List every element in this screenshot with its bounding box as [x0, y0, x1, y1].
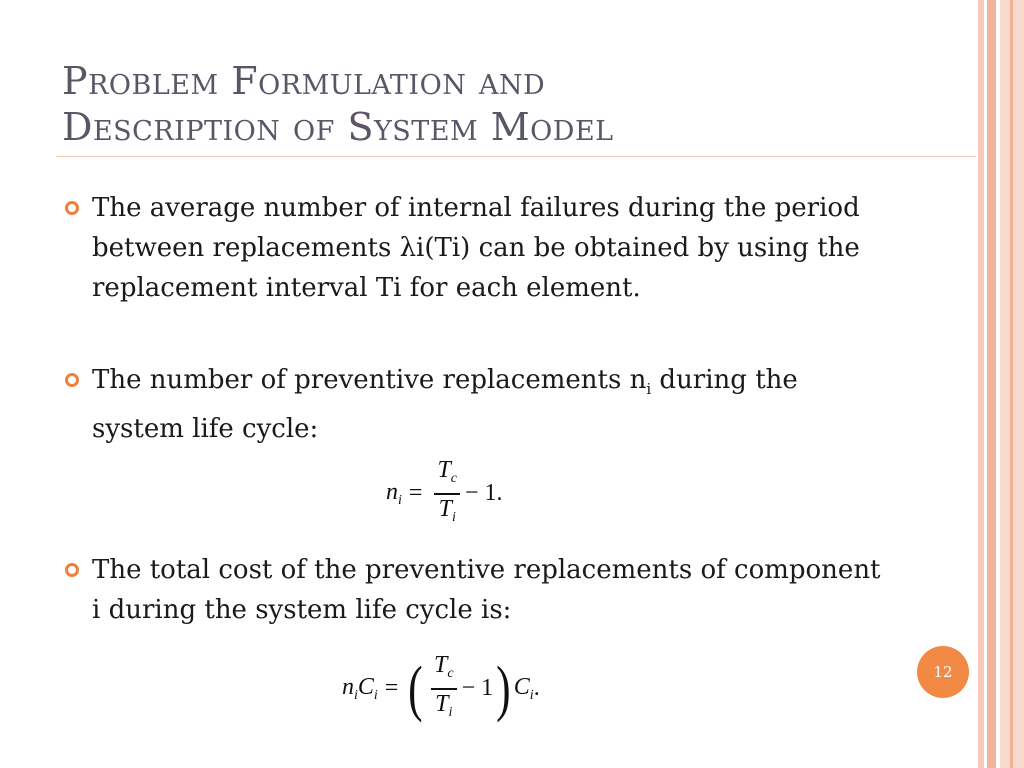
math-var: C: [513, 673, 530, 700]
bullet-item: [92, 188, 892, 308]
bullet-circle-icon: [65, 373, 79, 387]
decorative-stripe: [987, 0, 996, 768]
math-var: n: [342, 673, 354, 700]
math-sub: i: [354, 687, 358, 703]
bullet-circle-icon: [65, 563, 79, 577]
bullet-item: [92, 360, 892, 449]
math-var: T: [434, 652, 448, 678]
math-fraction: [431, 653, 457, 725]
math-equals: =: [384, 675, 399, 702]
slide-title: [62, 58, 962, 150]
math-sub: i: [373, 687, 378, 703]
math-tail: − 1.: [465, 480, 503, 507]
title-divider: [56, 156, 976, 157]
math-sub: c: [450, 471, 458, 486]
math-var: T: [438, 495, 452, 522]
bullet-text: [92, 365, 798, 444]
bullet-item: [92, 550, 892, 630]
math-sub: i: [448, 704, 453, 720]
math-var: T: [437, 457, 451, 483]
bullet-subscript: i: [646, 380, 652, 398]
slide-title-line-1: Problem Formulation and: [62, 59, 546, 103]
bullet-text-part: during the system life cycle:: [92, 365, 798, 444]
math-paren: (: [408, 654, 423, 723]
math-fraction: [434, 458, 460, 530]
math-var: T: [435, 690, 449, 717]
math-equals: =: [408, 480, 423, 507]
bullet-circle-icon: [65, 201, 79, 215]
decorative-stripe: [1010, 0, 1013, 768]
equation-total-cost: [342, 653, 540, 725]
page-number-badge: 12: [917, 646, 969, 698]
math-sub: i: [529, 687, 534, 703]
bullet-text-part: The number of preventive replacements n: [92, 365, 647, 395]
bullet-text: The total cost of the preventive replacements of component i during the system life cycle is:: [92, 555, 881, 625]
math-sub: c: [447, 666, 454, 681]
math-sub: i: [398, 492, 402, 508]
math-var: C: [357, 673, 374, 700]
math-var: n: [386, 478, 398, 505]
math-sub: i: [451, 509, 456, 525]
math-minus-one: − 1: [461, 675, 494, 702]
math-tail: .: [533, 675, 540, 702]
bullet-text: The average number of internal failures during the period between replacements λi(Ti) can be obtained by using the replacement interval Ti for each element.: [92, 193, 860, 303]
math-paren: ): [496, 654, 511, 723]
equation-replacements: [386, 458, 503, 530]
slide-title-line-2: Description of System Model: [62, 105, 614, 149]
